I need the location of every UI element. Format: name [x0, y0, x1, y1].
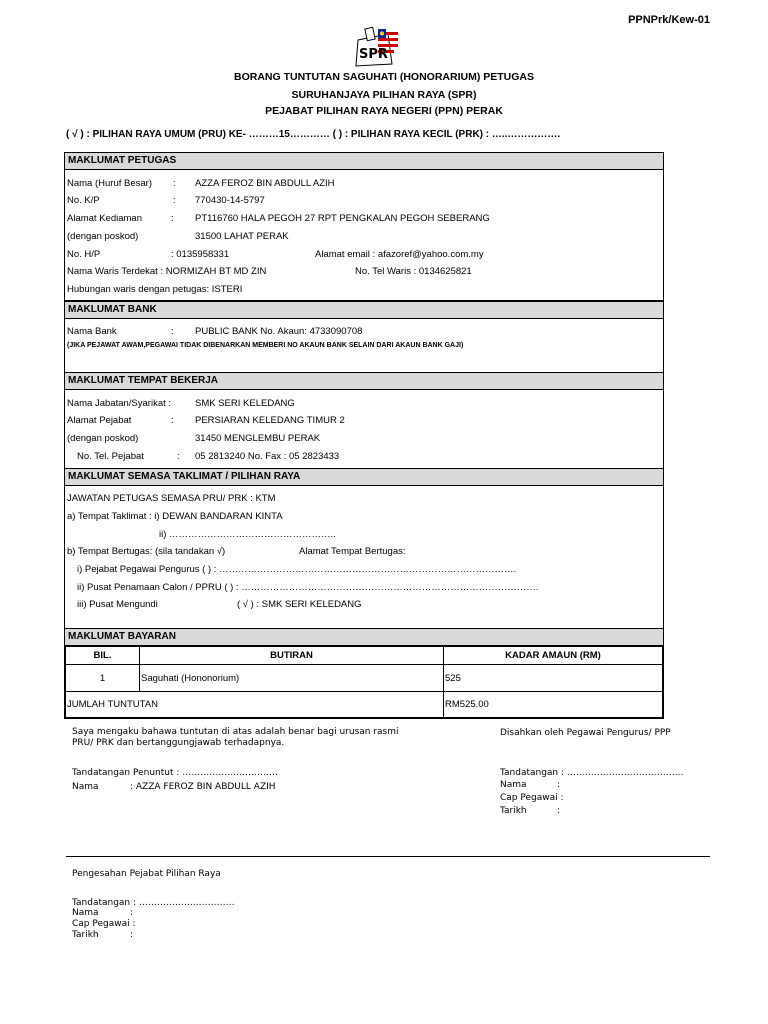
- cap-pegawai-label: Cap Pegawai :: [500, 793, 564, 803]
- form-code: PPNPrk/Kew-01: [628, 14, 710, 26]
- cell-bil: 1: [66, 665, 140, 692]
- section-title: MAKLUMAT SEMASA TAKLIMAT / PILIHAN RAYA: [65, 469, 663, 486]
- section-title: MAKLUMAT BAYARAN: [65, 629, 663, 646]
- ttd-pegawai: Tandatangan : ….……………………………..: [500, 768, 684, 778]
- cell-butiran: Saguhati (Hononorium): [140, 665, 444, 692]
- alamat-line2: 31500 LAHAT PERAK: [195, 231, 289, 242]
- bank-label: Nama Bank: [67, 326, 117, 337]
- tempat-taklimat-i: a) Tempat Taklimat : i) DEWAN BANDARAN KINTA: [67, 511, 283, 522]
- jabatan-label: Nama Jabatan/Syarikat :: [67, 398, 172, 409]
- poskod-label: (dengan poskod): [67, 433, 139, 444]
- tel-pejabat-label: No. Tel. Pejabat: [77, 451, 144, 462]
- section-title: MAKLUMAT TEMPAT BEKERJA: [65, 373, 663, 390]
- bertugas-option-3-value: ( √ ) : SMK SERI KELEDANG: [237, 599, 362, 610]
- kp-value: 770430-14-5797: [195, 195, 265, 206]
- alamat-label: Alamat Kediaman: [67, 213, 142, 224]
- waris-value: Nama Waris Terdekat : NORMIZAH BT MD ZIN: [67, 266, 267, 277]
- pengesahan-ttd: Tandatangan : ………………..…………: [72, 898, 235, 908]
- divider: [66, 856, 710, 857]
- poskod-label: (dengan poskod): [67, 231, 139, 242]
- email-value: Alamat email : afazoref@yahoo.com.my: [315, 249, 484, 260]
- colon: :: [171, 326, 174, 337]
- colon: :: [171, 213, 174, 224]
- tarikh-label: Tarikh: [500, 806, 527, 816]
- colon: :: [130, 908, 134, 918]
- section-petugas: [64, 152, 664, 301]
- colon: :: [177, 451, 180, 462]
- colon: :: [557, 780, 561, 790]
- alamat-pejabat-line2: 31450 MENGLEMBU PERAK: [195, 433, 321, 444]
- tempat-bertugas-label: b) Tempat Bertugas: (sila tandakan √): [67, 546, 226, 557]
- election-type-line: ( √ ) : PILIHAN RAYA UMUM (PRU) KE- ………15………… ( ) : PILIHAN RAYA KECIL (PRK) : …..…………….: [66, 129, 561, 140]
- hubungan-value: Hubungan waris dengan petugas: ISTERI: [67, 284, 243, 295]
- colon: :: [173, 178, 176, 189]
- table-row: [66, 665, 663, 692]
- svg-text:SPR: SPR: [359, 47, 388, 62]
- col-header-kadar: KADAR AMAUN (RM): [444, 647, 663, 665]
- colon: :: [557, 806, 561, 816]
- section-bayaran: [64, 628, 664, 719]
- ttd-penuntut: Tandatangan Penuntut : ………………..…………: [72, 768, 278, 778]
- bank-note: (JIKA PEJAWAT AWAM,PEGAWAI TIDAK DIBENARKAN MEMBERI NO AKAUN BANK SELAIN DARI AKAUN BANK GAJI): [67, 342, 464, 349]
- jabatan-value: SMK SERI KELEDANG: [195, 398, 295, 409]
- col-header-butiran: BUTIRAN: [140, 647, 444, 665]
- jawatan-value: JAWATAN PETUGAS SEMASA PRU/ PRK : KTM: [67, 493, 276, 504]
- total-label: JUMLAH TUNTUTAN: [66, 692, 444, 718]
- nama-pegawai-label: Nama: [500, 780, 527, 790]
- col-header-bil: BIL.: [66, 647, 140, 665]
- alamat-line1: PT116760 HALA PEGOH 27 RPT PENGKALAN PEGOH SEBERANG: [195, 213, 490, 224]
- alamat-pejabat-line1: PERSIARAN KELEDANG TIMUR 2: [195, 415, 345, 426]
- declaration-line1: Saya mengaku bahawa tuntutan di atas adalah benar bagi urusan rasmi: [72, 727, 399, 737]
- nama-label: Nama (Huruf Besar): [67, 178, 152, 189]
- form-title: BORANG TUNTUTAN SAGUHATI (HONORARIUM) PETUGAS: [233, 71, 534, 83]
- section-tempat-bekerja: [64, 372, 664, 469]
- section-bank: [64, 301, 664, 373]
- total-value: RM525.00: [444, 692, 663, 718]
- section-taklimat: [64, 468, 664, 629]
- total-row: [66, 692, 663, 718]
- tel-pejabat-value: 05 2813240 No. Fax : 05 2823433: [195, 451, 340, 462]
- hp-value: : 0135958331: [171, 249, 230, 260]
- nama-penuntut-value: : AZZA FEROZ BIN ABDULL AZIH: [130, 782, 276, 792]
- bertugas-option-1: i) Pejabat Pegawai Pengurus ( ) : ………………………………………………………………………………….: [77, 564, 517, 575]
- pengesahan-cap-label: Cap Pegawai :: [72, 919, 136, 929]
- pengesahan-nama-label: Nama: [72, 908, 99, 918]
- tel-waris-value: No. Tel Waris : 0134625821: [355, 266, 472, 277]
- payment-table: [65, 646, 663, 718]
- colon: :: [173, 195, 176, 206]
- section-title: MAKLUMAT BANK: [65, 302, 663, 319]
- bertugas-option-3-label: iii) Pusat Mengundi: [77, 599, 158, 610]
- nama-penuntut-label: Nama: [72, 782, 99, 792]
- form-subtitle-ppn: PEJABAT PILIHAN RAYA NEGERI (PPN) PERAK: [265, 105, 503, 117]
- alamat-pejabat-label: Alamat Pejabat: [67, 415, 132, 426]
- section-title: MAKLUMAT PETUGAS: [65, 153, 663, 170]
- form-subtitle-spr: SURUHANJAYA PILIHAN RAYA (SPR): [291, 89, 477, 101]
- kp-label: No. K/P: [67, 195, 100, 206]
- declaration-line2: PRU/ PRK dan bertanggungjawab terhadapnya.: [72, 738, 285, 748]
- nama-value: AZZA FEROZ BIN ABDULL AZIH: [195, 178, 335, 189]
- colon: :: [171, 415, 174, 426]
- disahkan-label: Disahkan oleh Pegawai Pengurus/ PPP: [500, 728, 671, 738]
- bertugas-option-2: ii) Pusat Penamaan Calon / PPRU ( ) : ………………………………………………………………………………….: [77, 582, 539, 593]
- pengesahan-title: Pengesahan Pejabat Pilihan Raya: [72, 869, 221, 879]
- bank-value: PUBLIC BANK No. Akaun: 4733090708: [195, 326, 363, 337]
- hp-label: No. H/P: [67, 249, 101, 260]
- spr-logo: [344, 26, 402, 68]
- colon: :: [130, 930, 134, 940]
- alamat-bertugas-label: Alamat Tempat Bertugas:: [299, 546, 406, 557]
- pengesahan-tarikh-label: Tarikh: [72, 930, 99, 940]
- tempat-taklimat-ii: ii) ……………………………………………..: [159, 529, 336, 540]
- cell-kadar: 525: [444, 665, 663, 692]
